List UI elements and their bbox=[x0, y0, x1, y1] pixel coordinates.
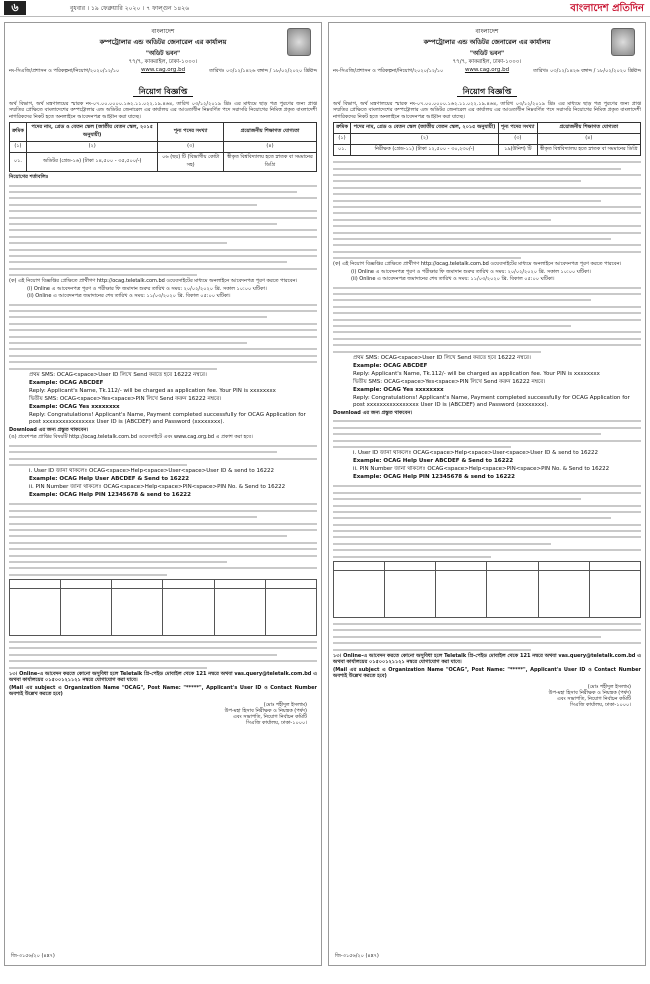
helpline-text: ১৩। Online-এ আবেদন করতে কোনো অসুবিধা হলে Teletalk প্রি-পেইড মোবাইল থেকে 121 নম্বরে অথবা vas.query@teletalk.com.bd এ অথবা কার্যালয়ের ০১৫০০১২১১২১ নম্বরে যোগাযোগ করা যাবে। bbox=[9, 671, 317, 684]
application-text-block bbox=[333, 284, 641, 354]
help-user-id-example: Example: OCAG Help User ABCDEF & Send to 16222 bbox=[29, 476, 190, 483]
notice-left bbox=[4, 22, 322, 966]
sms-first: প্রথম SMS: OCAG<space>User ID লিখে Send করতে হবে 16222 নম্বরে। bbox=[29, 372, 207, 378]
signature-block bbox=[9, 702, 307, 726]
header-address: ৭৭/৭, কাকরাইল, ঢাকা-১০০০। bbox=[128, 59, 198, 65]
header-website[interactable]: www.cag.org.bd bbox=[140, 67, 186, 73]
post-table: ক্রমিক পদের নাম, গ্রেড ও বেতন স্কেল (জাতীয় বেতন স্কেল, ২০১৫ অনুযায়ী) শূন্য পদের সংখ্যা প্রয়োজনীয় শিক্ষাগত যোগ্যতা (১) (২) (৩) (৪) ০১. নিরীক্ষক (গ্রেড-১১) (টাকা ১২,৫০০ - ৩০,২৩০/-) ১৯(উনিশ) টি স্বীকৃত বিশ্ববিদ্যালয় হতে স্নাতক বা সমমানের ডিগ্রি bbox=[333, 122, 641, 156]
download-line: Download এর জন্য প্রস্তুত থাকবেন। bbox=[333, 409, 413, 416]
col-post: পদের নাম, গ্রেড ও বেতন স্কেল (জাতীয় বেতন স্কেল, ২০১৫ অনুযায়ী) bbox=[26, 123, 158, 142]
col-qualification: প্রয়োজনীয় শিক্ষাগত যোগ্যতা bbox=[223, 123, 316, 142]
help-pin-example: Example: OCAG Help PIN 12345678 & send to 16222 bbox=[29, 492, 191, 499]
conditions-text-block bbox=[9, 182, 317, 278]
notice-right bbox=[328, 22, 646, 966]
col-count: শূন্য পদের সংখ্যা bbox=[498, 123, 537, 134]
header-office: কম্পট্রোলার এন্ড অডিটর জেনারেল এর কার্যালয় bbox=[423, 38, 551, 46]
newspaper-brand: বাংলাদেশ প্রতিদিন bbox=[570, 3, 644, 14]
government-emblem-icon bbox=[287, 28, 311, 56]
header-office: কম্পট্রোলার এন্ড অডিটর জেনারেল এর কার্যালয় bbox=[99, 38, 227, 46]
online-start: (i) Online এ আবেদনপত্র পূরণ ও পরীক্ষার ফি জমাদান শুরুর তারিখ ও সময়: ২০/০২/২০২০ খ্রি. সকাল ১০:০০ ঘটিকা। bbox=[351, 268, 591, 275]
signer-role: উপ-মহা হিসাব নিরীক্ষক ও নিয়ন্ত্রক (পর্ষদ) bbox=[548, 689, 631, 696]
apply-intro: (ক) এই নিয়োগ বিজ্ঞপ্তির প্রেক্ষিতে প্রার্থীগণ http://ocag.teletalk.com.bd ওয়েবসাইটের মাধ্যমে অনলাইনে আবেদনপত্র পূরণ করতে পারবেন। bbox=[9, 278, 298, 285]
header-building: "অডিট ভবন" bbox=[145, 50, 181, 57]
newspaper-masthead bbox=[0, 0, 650, 17]
mail-subject-note: (Mail এর subject এ Organization Name "OCAG", Post Name: "*****", Applicant's User ID ও Contact Number অবশ্যই উল্লেখ করতে হবে) bbox=[9, 684, 317, 698]
help-pin: ii. PIN Number জানা থাকলেঃ OCAG<space>Help<space>PIN<space>PIN No. & Send to 16222 bbox=[29, 484, 286, 491]
notice-intro: অর্থ বিভাগ, অর্থ মন্ত্রণালয়ের স্মারক নং-০৭.০০.০০০০.১৬২.১১.০২২.১৯.৪৬৪, তারিখ ০৩/১২/২০১৯ খ্রিঃ এর মাধ্যমে ছাড় পত্র পুরণের জন্য প্রাপ্ত সম্মতির প্রেক্ষিতে বাংলাদেশের কম্পট্রোলার এন্ড অডিটর জেনারেল এর কার্যালয় এর আওতাধীন নিম্নবর্ণিত পদে সরাসরি নিয়োগের নিমিত্ত প্রকৃত বাংলাদেশী নাগরিকদের নিকট হতে অনলাইনে আবেদনপত্র আহ্বান করা যাচ্ছে। bbox=[333, 101, 641, 120]
ad-reference: জি-৩১৫৬/২০ (৪x৭) bbox=[11, 953, 55, 959]
sms-congrats: Reply: Congratulations! Applicant's Name, Payment completed successfully for OCAG Application for post xxxxxxxxxxxxxxxx User ID is (ABCDEF) and Password (xxxxxxxx). bbox=[353, 394, 630, 408]
ad-reference: জি-৩১৫৬/২০ (৪x৭) bbox=[335, 953, 379, 959]
col-serial: ক্রমিক bbox=[10, 123, 27, 142]
notice-title: নিয়োগ বিজ্ঞপ্তি bbox=[333, 79, 641, 99]
memo-number: নং-সিএজি/প্রশাসন ও পরিকল্পনা/নিয়োগ/২০২০/১২/১০ bbox=[9, 68, 120, 74]
help-pin: ii. PIN Number জানা থাকলেঃ OCAG<space>Help<space>PIN<space>PIN No. & Send to 16222 bbox=[353, 466, 610, 473]
signature-block bbox=[333, 684, 631, 708]
signer-office: সিএজি কার্যালয়, ঢাকা-১০০০। bbox=[246, 719, 307, 726]
quota-table bbox=[333, 561, 641, 618]
help-pin-example: Example: OCAG Help PIN 12345678 & send to 16222 bbox=[353, 474, 515, 481]
help-text-block bbox=[9, 442, 317, 468]
dateline: বুধবার । ১৯ ফেব্রুয়ারি ২০২০ । ৭ ফাল্গুন ১৪২৬ bbox=[70, 5, 190, 12]
col-post: পদের নাম, গ্রেড ও বেতন স্কেল (জাতীয় বেতন স্কেল, ২০১৫ অনুযায়ী) bbox=[351, 123, 499, 134]
help-text-block bbox=[333, 417, 641, 449]
table-row: ০১. অডিটর (গ্রেড-১৬) (টাকা ১৪,৫০০ - ৩৫,৫০০/-) ০৬ (ছয়) টি (বিভাগীয় কোটা সহ) স্বীকৃত বিশ্ববিদ্যালয় হতে স্নাতক বা সমমানের ডিগ্রি bbox=[10, 153, 317, 172]
header-address: ৭৭/৭, কাকরাইল, ঢাকা-১০০০। bbox=[452, 59, 522, 65]
online-end: (ii) Online এ আবেদনপত্র জমাদানের শেষ তারিখ ও সময়: ১১/০৩/২০২০ খ্রি. বিকাল ০৫:০০ ঘটিকা। bbox=[27, 293, 231, 300]
memo-date: তারিখঃ ০৩/১২/১৪২৬ বঙ্গাব্দ / ১৮/০২/২০২০ খ্রিষ্টাব্দ bbox=[533, 68, 641, 74]
sms-second: দ্বিতীয় SMS: OCAG<space>Yes<space>PIN লিখে Send করুন 16222 নম্বরে। bbox=[29, 396, 222, 402]
notice-intro: অর্থ বিভাগ, অর্থ মন্ত্রণালয়ের স্মারক নং-০৭.০০.০০০০.১৬২.১১.০২২.১৯.৪৬৪, তারিখ ০৩/১২/২০১৯ খ্রিঃ এর মাধ্যমে ছাড় পত্র পুরণের জন্য প্রাপ্ত সম্মতির প্রেক্ষিতে বাংলাদেশের কম্পট্রোলার এন্ড অডিটর জেনারেল এর কার্যালয় এর আওতাধীন নিম্নবর্ণিত পদে সরাসরি নিয়োগের নিমিত্ত প্রকৃত বাংলাদেশী নাগরিকদের নিকট হতে অনলাইনে আবেদনপত্র আহ্বান করা যাচ্ছে। bbox=[9, 101, 317, 120]
online-start: (i) Online এ আবেদনপত্র পূরণ ও পরীক্ষার ফি জমাদান শুরুর তারিখ ও সময়: ২০/০২/২০২০ খ্রি. সকাল ১০:০০ ঘটিকা। bbox=[27, 285, 267, 292]
sms-example-1: Example: OCAG ABCDEF bbox=[29, 380, 104, 386]
government-emblem-icon bbox=[611, 28, 635, 56]
sms-reply: Reply: Applicant's Name, Tk.112/- will be charged as application fee. Your PIN is xxxxxxxx bbox=[29, 388, 276, 394]
sms-example-1: Example: OCAG ABCDEF bbox=[353, 362, 428, 369]
help-user-id: i. User ID জানা থাকলেঃ OCAG<space>Help<space>User<space>User ID & send to 16222 bbox=[353, 450, 598, 457]
application-text-block bbox=[9, 301, 317, 371]
signer-name: (মোঃ শহীদুল ইসলাম) bbox=[263, 701, 307, 708]
apply-intro: (ক) এই নিয়োগ বিজ্ঞপ্তির প্রেক্ষিতে প্রার্থীগণ http://ocag.teletalk.com.bd ওয়েবসাইটের মাধ্যমে অনলাইনে আবেদনপত্র পূরণ করতে পারবেন। bbox=[333, 261, 622, 268]
col-count: শূন্য পদের সংখ্যা bbox=[158, 123, 223, 142]
memo-date: তারিখঃ ০৩/১২/১৪২৬ বঙ্গাব্দ / ১৮/০২/২০২০ খ্রিষ্টাব্দ bbox=[209, 68, 317, 74]
header-country: বাংলাদেশ bbox=[475, 28, 499, 35]
help-user-id-example: Example: OCAG Help User ABCDEF & Send to 16222 bbox=[353, 458, 514, 465]
signer-committee: এবং সভাপতি, নিয়োগ নির্বাচন কমিটি bbox=[556, 695, 631, 702]
signer-role: উপ-মহা হিসাব নিরীক্ষক ও নিয়ন্ত্রক (পর্ষদ) bbox=[224, 707, 307, 714]
helpline-text: ১৩। Online-এ আবেদন করতে কোনো অসুবিধা হলে Teletalk প্রি-পেইড মোবাইল থেকে 121 নম্বরে অথবা vas.query@teletalk.com.bd এ অথবা কার্যালয়ের ০১৫০০১২১১২১ নম্বরে যোগাযোগ করা যাবে। bbox=[333, 652, 641, 666]
mail-subject-note: (Mail এর subject এ Organization Name "OCAG", Post Name: "*****", Applicant's User ID ও Contact Number অবশ্যই উল্লেখ করতে হবে) bbox=[333, 666, 641, 680]
sms-second: দ্বিতীয় SMS: OCAG<space>Yes<space>PIN লিখে Send করুন 16222 নম্বরে। bbox=[353, 378, 546, 385]
notice-title: নিয়োগ বিজ্ঞপ্তি bbox=[9, 79, 317, 99]
sms-reply: Reply: Applicant's Name, Tk.112/- will be charged as application fee. Your PIN is xxxxxxxx bbox=[353, 370, 600, 377]
download-line: Download এর জন্য প্রস্তুত থাকবেন। bbox=[9, 427, 89, 433]
documents-text-block bbox=[333, 482, 641, 559]
sms-congrats: Reply: Congratulations! Applicant's Name, Payment completed successfully for OCAG Application for post xxxxxxxxxxxxxxxx User ID is (ABCDEF) and Password (xxxxxxxx). bbox=[29, 412, 306, 425]
page-number: ৬ bbox=[4, 1, 26, 15]
help-heading: (ঙ) প্রবেশপত্র প্রাপ্তির বিষয়টি http://ocag.teletalk.com.bd ওয়েবসাইটে এবং www.cag.org.bd এ প্রকাশ করা হবে। bbox=[9, 434, 253, 441]
footer-text-block bbox=[9, 638, 317, 670]
signer-office: সিএজি কার্যালয়, ঢাকা-১০০০। bbox=[570, 701, 631, 708]
header-building: "অডিট ভবন" bbox=[469, 50, 505, 57]
header-country: বাংলাদেশ bbox=[151, 28, 175, 35]
help-user-id: i. User ID জানা থাকলেঃ OCAG<space>Help<space>User<space>User ID & send to 16222 bbox=[29, 468, 274, 475]
memo-number: নং-সিএজি/প্রশাসন ও পরিকল্পনা/নিয়োগ/২০২০/১২/১০ bbox=[333, 68, 444, 74]
conditions-text-block bbox=[333, 158, 641, 260]
table-row: ০১. নিরীক্ষক (গ্রেড-১১) (টাকা ১২,৫০০ - ৩০,২৩০/-) ১৯(উনিশ) টি স্বীকৃত বিশ্ববিদ্যালয় হতে স্নাতক বা সমমানের ডিগ্রি bbox=[334, 145, 641, 156]
conditions-heading: নিয়োগের শর্তাবলিঃ bbox=[9, 174, 49, 181]
col-qualification: প্রয়োজনীয় শিক্ষাগত যোগ্যতা bbox=[537, 123, 640, 134]
sms-example-2: Example: OCAG Yes xxxxxxxx bbox=[29, 404, 120, 410]
post-table: ক্রমিক পদের নাম, গ্রেড ও বেতন স্কেল (জাতীয় বেতন স্কেল, ২০১৫ অনুযায়ী) শূন্য পদের সংখ্যা প্রয়োজনীয় শিক্ষাগত যোগ্যতা (১) (২) (৩) (৪) ০১. অডিটর (গ্রেড-১৬) (টাকা ১৪,৫০০ - ৩৫,৫০০/-) ০৬ (ছয়) টি (বিভাগীয় কোটা সহ) স্বীকৃত বিশ্ববিদ্যালয় হতে স্নাতক বা সমমানের ডিগ্রি bbox=[9, 122, 317, 172]
online-end: (ii) Online এ আবেদনপত্র জমাদানের শেষ তারিখ ও সময়: ১১/০৩/২০২০ খ্রি. বিকাল ০৫:০০ ঘটিকা। bbox=[351, 276, 555, 283]
sms-example-2: Example: OCAG Yes xxxxxxxx bbox=[353, 386, 444, 393]
signer-name: (মোঃ শহীদুল ইসলাম) bbox=[587, 683, 631, 690]
signer-committee: এবং সভাপতি, নিয়োগ নির্বাচন কমিটি bbox=[232, 713, 307, 720]
col-serial: ক্রমিক bbox=[334, 123, 351, 134]
header-website[interactable]: www.cag.org.bd bbox=[464, 67, 510, 73]
quota-table bbox=[9, 579, 317, 636]
footer-text-block bbox=[333, 620, 641, 652]
documents-text-block bbox=[9, 500, 317, 577]
sms-first: প্রথম SMS: OCAG<space>User ID লিখে Send করতে হবে 16222 নম্বরে। bbox=[353, 354, 531, 361]
